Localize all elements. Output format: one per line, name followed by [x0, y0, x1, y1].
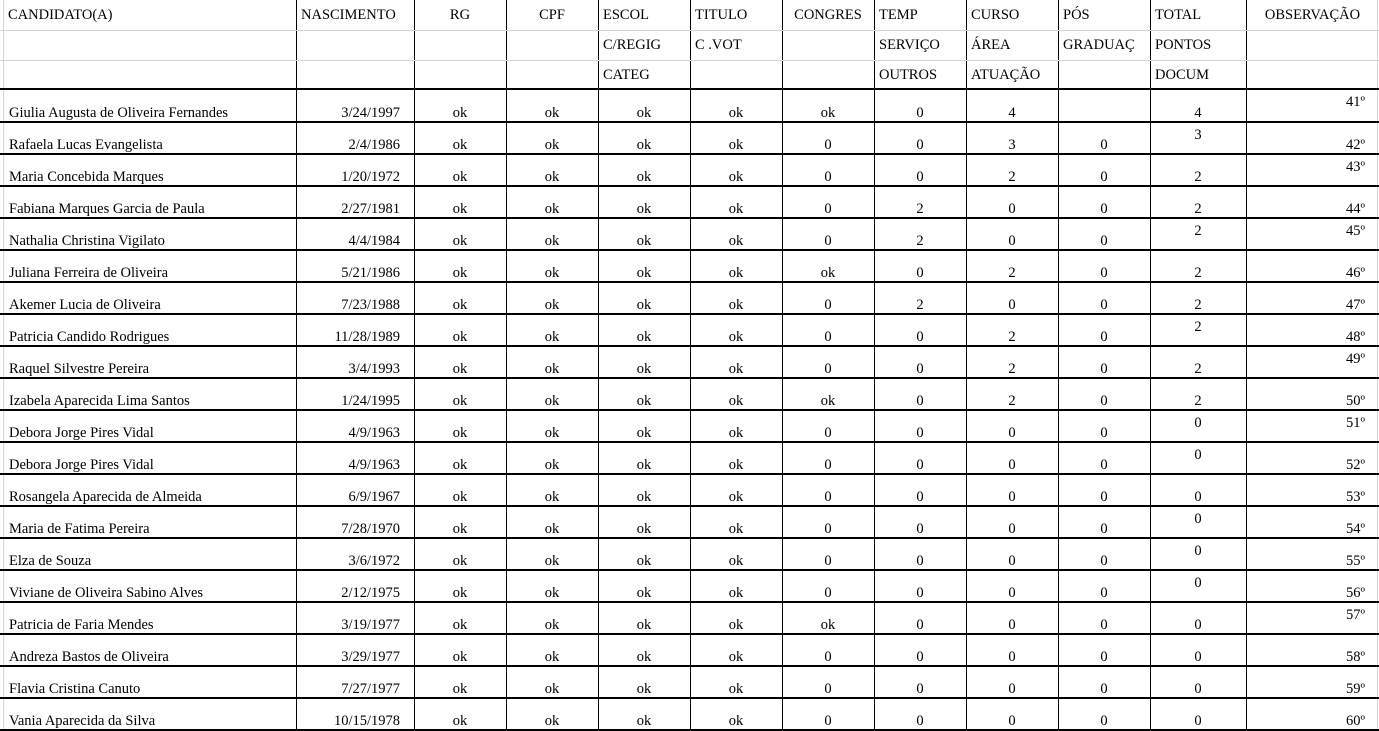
cell-cpf: ok: [544, 265, 560, 281]
cell-rg: ok: [452, 681, 468, 697]
cell-titulo: ok: [728, 713, 744, 729]
cell-curso: 0: [1008, 713, 1016, 729]
cell-curso: 0: [1008, 553, 1016, 569]
cell-congres: ok: [820, 105, 836, 121]
cell-nascimento: 3/24/1997: [341, 105, 400, 121]
cell-titulo: ok: [728, 649, 744, 665]
cell-rg: ok: [452, 553, 468, 569]
header-titulo-line2: C .VOT: [695, 37, 742, 53]
cell-escol: ok: [636, 713, 652, 729]
header-pos-line1: PÓS: [1063, 7, 1090, 23]
cell-obs: 55º: [1346, 553, 1365, 569]
candidate-name: Akemer Lucia de Oliveira: [9, 297, 161, 313]
cell-congres: 0: [824, 201, 832, 217]
header-titulo-line1: TITULO: [695, 7, 748, 23]
candidate-name: Patricia de Faria Mendes: [9, 617, 154, 633]
cell-nascimento: 6/9/1967: [348, 489, 400, 505]
header-escol-line2: C/REGIG: [603, 37, 661, 53]
cell-cpf: ok: [544, 649, 560, 665]
cell-total: 4: [1194, 105, 1202, 121]
row-divider: [0, 313, 1379, 315]
cell-titulo: ok: [728, 457, 744, 473]
cell-curso: 0: [1008, 297, 1016, 313]
header-temp-line1: TEMP: [879, 7, 918, 23]
cell-total: 0: [1194, 415, 1202, 431]
cell-titulo: ok: [728, 681, 744, 697]
cell-rg: ok: [452, 521, 468, 537]
header-nascimento-line1: NASCIMENTO: [301, 7, 396, 23]
cell-temp: 0: [916, 617, 924, 633]
cell-curso: 2: [1008, 265, 1016, 281]
cell-obs: 43º: [1346, 159, 1365, 175]
cell-temp: 0: [916, 585, 924, 601]
row-divider: [0, 153, 1379, 155]
cell-escol: ok: [636, 169, 652, 185]
cell-curso: 0: [1008, 521, 1016, 537]
row-divider: [0, 185, 1379, 187]
candidate-name: Giulia Augusta de Oliveira Fernandes: [9, 105, 229, 121]
cell-titulo: ok: [728, 169, 744, 185]
cell-congres: 0: [824, 233, 832, 249]
column-divider: [3, 0, 4, 731]
cell-cpf: ok: [544, 713, 560, 729]
cell-titulo: ok: [728, 105, 744, 121]
header-total-line1: TOTAL: [1155, 7, 1202, 23]
cell-nascimento: 5/21/1986: [341, 265, 400, 281]
header-total-line2: PONTOS: [1155, 37, 1212, 53]
cell-escol: ok: [636, 297, 652, 313]
cell-curso: 2: [1008, 393, 1016, 409]
cell-rg: ok: [452, 617, 468, 633]
cell-pos: 0: [1100, 553, 1108, 569]
cell-cpf: ok: [544, 329, 560, 345]
cell-escol: ok: [636, 137, 652, 153]
cell-pos: 0: [1100, 425, 1108, 441]
cell-temp: 0: [916, 329, 924, 345]
cell-escol: ok: [636, 649, 652, 665]
cell-pos: 0: [1100, 713, 1108, 729]
cell-cpf: ok: [544, 233, 560, 249]
cell-escol: ok: [636, 201, 652, 217]
header-escol-line1: ESCOL: [603, 7, 649, 23]
candidate-name: Rafaela Lucas Evangelista: [9, 137, 163, 153]
cell-congres: 0: [824, 297, 832, 313]
cell-rg: ok: [452, 169, 468, 185]
cell-congres: 0: [824, 713, 832, 729]
cell-total: 2: [1194, 393, 1202, 409]
cell-rg: ok: [452, 361, 468, 377]
cell-obs: 42º: [1346, 137, 1365, 153]
cell-congres: ok: [820, 617, 836, 633]
candidate-name: Izabela Aparecida Lima Santos: [9, 393, 190, 409]
cell-cpf: ok: [544, 137, 560, 153]
cell-pos: 0: [1100, 649, 1108, 665]
cell-rg: ok: [452, 649, 468, 665]
row-divider: [0, 505, 1379, 507]
candidate-name: Nathalia Christina Vigilato: [9, 233, 165, 249]
cell-curso: 2: [1008, 329, 1016, 345]
cell-total: 2: [1194, 201, 1202, 217]
cell-titulo: ok: [728, 265, 744, 281]
cell-total: 0: [1194, 649, 1202, 665]
column-divider: [1246, 0, 1247, 731]
cell-congres: 0: [824, 521, 832, 537]
row-divider: [0, 249, 1379, 251]
cell-temp: 0: [916, 649, 924, 665]
candidate-name: Rosangela Aparecida de Almeida: [9, 489, 202, 505]
candidate-name: Maria de Fatima Pereira: [9, 521, 150, 537]
cell-temp: 0: [916, 105, 924, 121]
cell-curso: 0: [1008, 649, 1016, 665]
cell-temp: 0: [916, 137, 924, 153]
cell-total: 2: [1194, 319, 1202, 335]
row-divider: [0, 665, 1379, 667]
row-divider: [0, 345, 1379, 347]
cell-obs: 57º: [1346, 607, 1365, 623]
cell-total: 0: [1194, 617, 1202, 633]
cell-obs: 49º: [1346, 351, 1365, 367]
cell-nascimento: 2/27/1981: [341, 201, 400, 217]
row-divider: [0, 121, 1379, 123]
cell-nascimento: 4/4/1984: [348, 233, 400, 249]
row-divider: [0, 281, 1379, 283]
cell-escol: ok: [636, 265, 652, 281]
cell-obs: 58º: [1346, 649, 1365, 665]
cell-escol: ok: [636, 393, 652, 409]
cell-escol: ok: [636, 681, 652, 697]
cell-total: 0: [1194, 447, 1202, 463]
cell-escol: ok: [636, 457, 652, 473]
cell-cpf: ok: [544, 425, 560, 441]
cell-temp: 2: [916, 201, 924, 217]
cell-cpf: ok: [544, 297, 560, 313]
candidate-name: Raquel Silvestre Pereira: [9, 361, 150, 377]
cell-temp: 0: [916, 425, 924, 441]
cell-nascimento: 3/6/1972: [348, 553, 400, 569]
row-divider: [0, 697, 1379, 699]
cell-nascimento: 4/9/1963: [348, 457, 400, 473]
cell-rg: ok: [452, 201, 468, 217]
cell-pos: 0: [1100, 585, 1108, 601]
candidate-name: Debora Jorge Pires Vidal: [9, 425, 154, 441]
cell-total: 2: [1194, 169, 1202, 185]
cell-escol: ok: [636, 361, 652, 377]
header-rg-line1: RG: [449, 7, 471, 23]
cell-rg: ok: [452, 265, 468, 281]
cell-curso: 0: [1008, 457, 1016, 473]
cell-temp: 0: [916, 681, 924, 697]
cell-escol: ok: [636, 553, 652, 569]
cell-titulo: ok: [728, 425, 744, 441]
row-divider: [0, 60, 1379, 61]
cell-cpf: ok: [544, 521, 560, 537]
cell-obs: 59º: [1346, 681, 1365, 697]
cell-curso: 3: [1008, 137, 1016, 153]
candidate-name: Vania Aparecida da Silva: [9, 713, 156, 729]
cell-curso: 0: [1008, 425, 1016, 441]
cell-temp: 2: [916, 233, 924, 249]
cell-temp: 0: [916, 457, 924, 473]
cell-escol: ok: [636, 329, 652, 345]
cell-escol: ok: [636, 425, 652, 441]
cell-pos: 0: [1100, 201, 1108, 217]
cell-obs: 56º: [1346, 585, 1365, 601]
cell-pos: 0: [1100, 457, 1108, 473]
cell-curso: 2: [1008, 361, 1016, 377]
cell-cpf: ok: [544, 457, 560, 473]
cell-total: 0: [1194, 543, 1202, 559]
cell-escol: ok: [636, 233, 652, 249]
cell-obs: 53º: [1346, 489, 1365, 505]
cell-pos: 0: [1100, 489, 1108, 505]
cell-total: 2: [1194, 223, 1202, 239]
cell-pos: 0: [1100, 233, 1108, 249]
header-pos-line2: GRADUAÇ: [1063, 37, 1135, 53]
cell-congres: 0: [824, 489, 832, 505]
cell-cpf: ok: [544, 553, 560, 569]
header-candidato-line1: CANDIDATO(A): [8, 7, 113, 23]
cell-nascimento: 7/27/1977: [341, 681, 400, 697]
cell-nascimento: 2/4/1986: [348, 137, 400, 153]
cell-nascimento: 3/29/1977: [341, 649, 400, 665]
candidate-name: Viviane de Oliveira Sabino Alves: [9, 585, 204, 601]
cell-temp: 0: [916, 713, 924, 729]
header-curso-line3: ATUAÇÃO: [971, 67, 1041, 83]
cell-congres: 0: [824, 681, 832, 697]
cell-nascimento: 4/9/1963: [348, 425, 400, 441]
cell-rg: ok: [452, 233, 468, 249]
cell-obs: 50º: [1346, 393, 1365, 409]
cell-nascimento: 2/12/1975: [341, 585, 400, 601]
cell-pos: 0: [1100, 297, 1108, 313]
cell-escol: ok: [636, 521, 652, 537]
cell-total: 0: [1194, 713, 1202, 729]
row-divider: [0, 217, 1379, 219]
cell-cpf: ok: [544, 617, 560, 633]
cell-titulo: ok: [728, 361, 744, 377]
cell-escol: ok: [636, 617, 652, 633]
cell-obs: 45º: [1346, 223, 1365, 239]
cell-pos: 0: [1100, 329, 1108, 345]
cell-nascimento: 3/4/1993: [348, 361, 400, 377]
cell-cpf: ok: [544, 105, 560, 121]
cell-pos: 0: [1100, 169, 1108, 185]
cell-curso: 0: [1008, 681, 1016, 697]
row-divider: [0, 569, 1379, 571]
candidate-name: Debora Jorge Pires Vidal: [9, 457, 154, 473]
cell-escol: ok: [636, 585, 652, 601]
cell-total: 3: [1194, 127, 1202, 143]
header-congres-line1: CONGRES: [794, 7, 862, 23]
cell-temp: 0: [916, 521, 924, 537]
cell-cpf: ok: [544, 681, 560, 697]
row-divider: [0, 473, 1379, 475]
candidate-name: Maria Concebida Marques: [9, 169, 164, 185]
cell-total: 0: [1194, 489, 1202, 505]
cell-titulo: ok: [728, 233, 744, 249]
cell-curso: 0: [1008, 489, 1016, 505]
cell-pos: 0: [1100, 521, 1108, 537]
cell-temp: 0: [916, 265, 924, 281]
cell-obs: 48º: [1346, 329, 1365, 345]
cell-rg: ok: [452, 137, 468, 153]
cell-total: 0: [1194, 681, 1202, 697]
cell-congres: 0: [824, 137, 832, 153]
cell-escol: ok: [636, 489, 652, 505]
cell-obs: 44º: [1346, 201, 1365, 217]
cell-rg: ok: [452, 585, 468, 601]
cell-obs: 51º: [1346, 415, 1365, 431]
cell-curso: 0: [1008, 617, 1016, 633]
cell-rg: ok: [452, 329, 468, 345]
cell-total: 2: [1194, 265, 1202, 281]
cell-rg: ok: [452, 425, 468, 441]
cell-titulo: ok: [728, 553, 744, 569]
cell-titulo: ok: [728, 393, 744, 409]
header-cpf-line1: CPF: [539, 7, 565, 23]
cell-obs: 41º: [1346, 94, 1365, 110]
cell-obs: 46º: [1346, 265, 1365, 281]
cell-rg: ok: [452, 457, 468, 473]
header-obs-line1: OBSERVAÇÃO: [1264, 7, 1361, 23]
candidate-name: Flavia Cristina Canuto: [9, 681, 141, 697]
cell-titulo: ok: [728, 297, 744, 313]
cell-nascimento: 3/19/1977: [341, 617, 400, 633]
cell-congres: 0: [824, 329, 832, 345]
candidate-name: Juliana Ferreira de Oliveira: [9, 265, 169, 281]
cell-congres: 0: [824, 553, 832, 569]
row-divider: [0, 409, 1379, 411]
row-divider: [0, 441, 1379, 443]
cell-total: 0: [1194, 511, 1202, 527]
row-divider: [0, 601, 1379, 603]
cell-temp: 0: [916, 489, 924, 505]
cell-nascimento: 7/23/1988: [341, 297, 400, 313]
cell-cpf: ok: [544, 201, 560, 217]
cell-congres: ok: [820, 393, 836, 409]
cell-congres: 0: [824, 457, 832, 473]
cell-pos: 0: [1100, 681, 1108, 697]
cell-nascimento: 10/15/1978: [333, 713, 400, 729]
candidate-name: Andreza Bastos de Oliveira: [9, 649, 169, 665]
row-divider: [0, 377, 1379, 379]
cell-congres: ok: [820, 265, 836, 281]
cell-titulo: ok: [728, 489, 744, 505]
cell-temp: 2: [916, 297, 924, 313]
header-temp-line3: OUTROS: [879, 67, 938, 83]
cell-temp: 0: [916, 553, 924, 569]
row-divider: [0, 88, 1379, 90]
cell-congres: 0: [824, 585, 832, 601]
cell-titulo: ok: [728, 521, 744, 537]
header-escol-line3: CATEG: [603, 67, 650, 83]
cell-obs: 47º: [1346, 297, 1365, 313]
cell-rg: ok: [452, 297, 468, 313]
cell-total: 0: [1194, 575, 1202, 591]
cell-congres: 0: [824, 425, 832, 441]
cell-cpf: ok: [544, 361, 560, 377]
candidate-name: Patricia Candido Rodrigues: [9, 329, 170, 345]
column-divider: [1377, 0, 1378, 731]
header-total-line3: DOCUM: [1155, 67, 1209, 83]
cell-total: 2: [1194, 297, 1202, 313]
cell-rg: ok: [452, 105, 468, 121]
cell-obs: 54º: [1346, 521, 1365, 537]
header-curso-line2: ÁREA: [971, 37, 1011, 53]
cell-pos: 0: [1100, 393, 1108, 409]
cell-nascimento: 1/24/1995: [341, 393, 400, 409]
cell-escol: ok: [636, 105, 652, 121]
cell-obs: 60º: [1346, 713, 1365, 729]
cell-titulo: ok: [728, 137, 744, 153]
cell-cpf: ok: [544, 393, 560, 409]
cell-curso: 0: [1008, 201, 1016, 217]
cell-congres: 0: [824, 169, 832, 185]
cell-congres: 0: [824, 649, 832, 665]
cell-temp: 0: [916, 169, 924, 185]
cell-titulo: ok: [728, 585, 744, 601]
cell-rg: ok: [452, 393, 468, 409]
cell-cpf: ok: [544, 489, 560, 505]
cell-total: 2: [1194, 361, 1202, 377]
cell-curso: 2: [1008, 169, 1016, 185]
candidate-name: Elza de Souza: [9, 553, 92, 569]
cell-congres: 0: [824, 361, 832, 377]
row-divider: [0, 633, 1379, 635]
cell-rg: ok: [452, 713, 468, 729]
cell-pos: 0: [1100, 617, 1108, 633]
candidate-name: Fabiana Marques Garcia de Paula: [9, 201, 205, 217]
cell-titulo: ok: [728, 329, 744, 345]
cell-temp: 0: [916, 393, 924, 409]
cell-obs: 52º: [1346, 457, 1365, 473]
row-divider: [0, 537, 1379, 539]
cell-curso: 0: [1008, 585, 1016, 601]
cell-temp: 0: [916, 361, 924, 377]
cell-pos: 0: [1100, 265, 1108, 281]
row-divider: [0, 30, 1379, 31]
cell-rg: ok: [452, 489, 468, 505]
cell-pos: 0: [1100, 137, 1108, 153]
cell-nascimento: 7/28/1970: [341, 521, 400, 537]
cell-curso: 4: [1008, 105, 1016, 121]
cell-curso: 0: [1008, 233, 1016, 249]
cell-nascimento: 11/28/1989: [334, 329, 400, 345]
cell-titulo: ok: [728, 617, 744, 633]
cell-cpf: ok: [544, 585, 560, 601]
cell-titulo: ok: [728, 201, 744, 217]
cell-pos: 0: [1100, 361, 1108, 377]
column-divider: [296, 0, 297, 731]
cell-cpf: ok: [544, 169, 560, 185]
header-temp-line2: SERVIÇO: [879, 37, 940, 53]
cell-nascimento: 1/20/1972: [341, 169, 400, 185]
header-curso-line1: CURSO: [971, 7, 1020, 23]
